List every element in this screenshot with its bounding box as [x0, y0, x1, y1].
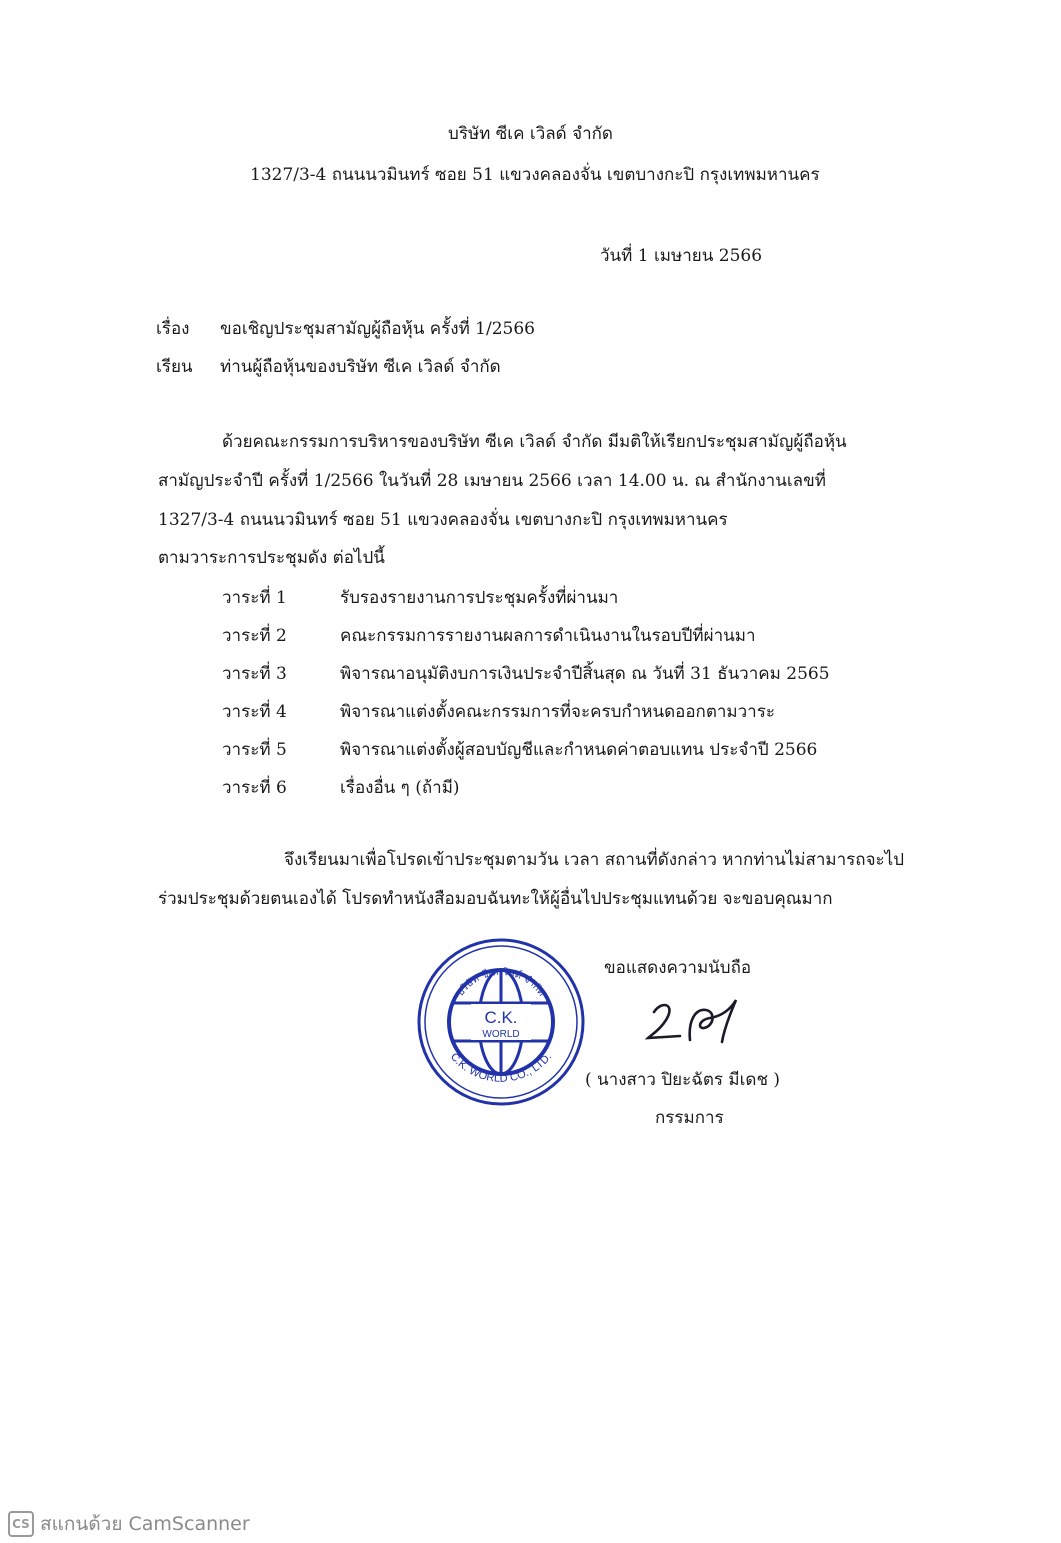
agenda-item-6-text: เรื่องอื่น ๆ (ถ้ามี): [340, 778, 460, 798]
closing-line-1: จึงเรียนมาเพื่อโปรดเข้าประชุมตามวัน เวลา สถานที่ดังกล่าว หากท่านไม่สามารถจะไป: [284, 850, 905, 870]
scanner-watermark: [8, 1509, 250, 1539]
watermark-text: สแกนด้วย CamScanner: [40, 1513, 250, 1535]
agenda-item-6-label: วาระที่ 6: [222, 778, 287, 798]
seal-top-text: บริษัท ซีเคเวิลด์ จำกัด: [454, 966, 548, 999]
intro-line-4: ตามวาระการประชุมดัง ต่อไปนี้: [158, 548, 385, 568]
recipient-label: เรียน: [156, 357, 193, 377]
agenda-item-4-label: วาระที่ 4: [222, 702, 287, 722]
seal-center-text-1: C.K.: [484, 1008, 518, 1027]
agenda-item-5-label: วาระที่ 5: [222, 740, 287, 760]
handwritten-signature: [640, 990, 750, 1050]
intro-line-1: ด้วยคณะกรรมการบริหารของบริษัท ซีเค เวิลด์ จำกัด มีมติให้เรียกประชุมสามัญผู้ถือหุ้น: [222, 432, 847, 452]
letter-date: วันที่ 1 เมษายน 2566: [600, 246, 763, 266]
subject-value: ขอเชิญประชุมสามัญผู้ถือหุ้น ครั้งที่ 1/2566: [220, 319, 535, 339]
camscanner-logo-icon: CS: [8, 1511, 34, 1537]
agenda-item-5-text: พิจารณาแต่งตั้งผู้สอบบัญชีและกำหนดค่าตอบแทน ประจำปี 2566: [340, 740, 818, 760]
intro-line-2: สามัญประจำปี ครั้งที่ 1/2566 ในวันที่ 28 เมษายน 2566 เวลา 14.00 น. ณ สำนักงานเลขที่: [158, 471, 826, 491]
agenda-item-1-text: รับรองรายงานการประชุมครั้งที่ผ่านมา: [340, 588, 619, 608]
agenda-item-4-text: พิจารณาแต่งตั้งคณะกรรมการที่จะครบกำหนดออกตามวาระ: [340, 702, 775, 722]
agenda-item-3-label: วาระที่ 3: [222, 664, 287, 684]
signer-title: กรรมการ: [655, 1108, 724, 1128]
closing-line-2: ร่วมประชุมด้วยตนเองได้ โปรดทำหนังสือมอบฉันทะให้ผู้อื่นไปประชุมแทนด้วย จะขอบคุณมาก: [158, 889, 833, 909]
regards-text: ขอแสดงความนับถือ: [604, 958, 752, 978]
agenda-item-1-label: วาระที่ 1: [222, 588, 287, 608]
company-name: บริษัท ซีเค เวิลด์ จำกัด: [448, 124, 613, 144]
company-address: 1327/3-4 ถนนนวมินทร์ ซอย 51 แขวงคลองจั่น เขตบางกะปิ กรุงเทพมหานคร: [250, 165, 820, 185]
recipient-value: ท่านผู้ถือหุ้นของบริษัท ซีเค เวิลด์ จำกัด: [220, 357, 501, 377]
subject-label: เรื่อง: [156, 319, 190, 339]
company-seal: [416, 937, 586, 1107]
agenda-item-3-text: พิจารณาอนุมัติงบการเงินประจำปีสิ้นสุด ณ วันที่ 31 ธันวาคม 2565: [340, 664, 830, 684]
seal-bottom-text: C.K. WORLD CO., LTD.: [447, 1050, 555, 1085]
agenda-item-2-text: คณะกรรมการรายงานผลการดำเนินงานในรอบปีที่ผ่านมา: [340, 626, 756, 646]
agenda-item-2-label: วาระที่ 2: [222, 626, 287, 646]
seal-center-text-2: WORLD: [482, 1029, 520, 1040]
intro-line-3: 1327/3-4 ถนนนวมินทร์ ซอย 51 แขวงคลองจั่น เขตบางกะปิ กรุงเทพมหานคร: [158, 510, 728, 530]
signer-name: ( นางสาว ปิยะฉัตร มีเดช ): [585, 1070, 781, 1090]
